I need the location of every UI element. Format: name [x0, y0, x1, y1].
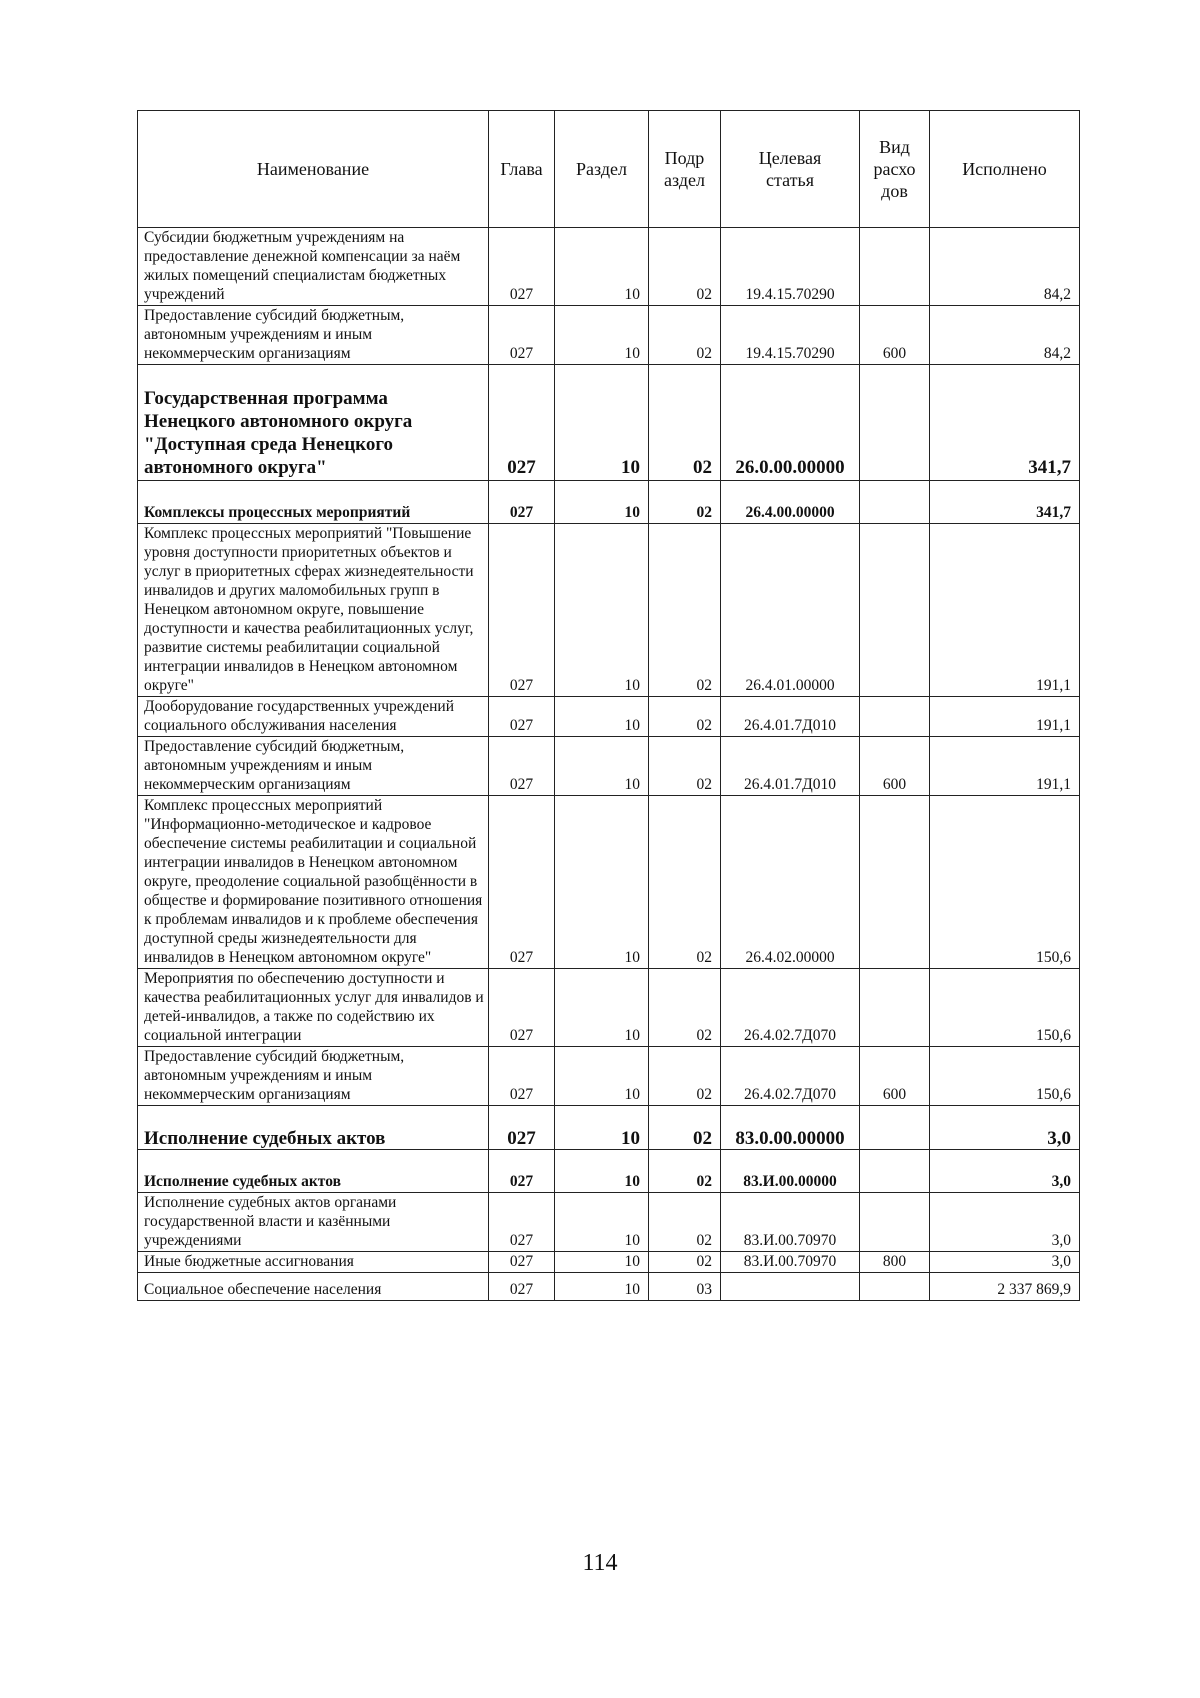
- row-section: 10: [555, 228, 649, 306]
- row-expense-type: [860, 228, 930, 306]
- row-name: Дооборудование государственных учреждений социального обслуживания населения: [138, 697, 489, 737]
- row-chapter: 027: [489, 306, 555, 365]
- row-subsection: 03: [649, 1273, 721, 1301]
- row-subsection: 02: [649, 1252, 721, 1273]
- row-subsection: 02: [649, 365, 721, 481]
- header-expense-type: Вид расхо дов: [860, 111, 930, 228]
- row-target: 83.И.00.70970: [721, 1252, 860, 1273]
- row-chapter: 027: [489, 1252, 555, 1273]
- row-subsection: 02: [649, 1150, 721, 1193]
- row-expense-type: [860, 697, 930, 737]
- row-name: Иные бюджетные ассигнования: [138, 1252, 489, 1273]
- row-executed: 84,2: [930, 306, 1080, 365]
- row-chapter: 027: [489, 1047, 555, 1106]
- row-target: [721, 1273, 860, 1301]
- row-target: 26.4.01.7Д010: [721, 737, 860, 796]
- row-subsection: 02: [649, 1193, 721, 1252]
- row-subsection: 02: [649, 228, 721, 306]
- row-target: 83.И.00.70970: [721, 1193, 860, 1252]
- table-row-program: [138, 365, 1080, 481]
- row-chapter: 027: [489, 1106, 555, 1150]
- row-section: 10: [555, 969, 649, 1047]
- page-number: 114: [582, 1550, 618, 1576]
- row-expense-type: [860, 1150, 930, 1193]
- header-name: Наименование: [138, 111, 489, 228]
- row-target: 26.4.02.00000: [721, 796, 860, 969]
- header-chapter: Глава: [489, 111, 555, 228]
- row-section: 10: [555, 1252, 649, 1273]
- row-target: 26.4.02.7Д070: [721, 1047, 860, 1106]
- row-expense-type: [860, 1106, 930, 1150]
- row-name: Предоставление субсидий бюджетным, автономным учреждениям и иным некоммерческим организациям: [138, 306, 489, 365]
- row-expense-type: [860, 1273, 930, 1301]
- row-name: Социальное обеспечение населения: [138, 1273, 489, 1301]
- row-name: Исполнение судебных актов: [138, 1150, 489, 1193]
- row-expense-type: 600: [860, 306, 930, 365]
- table-row: [138, 737, 1080, 796]
- row-expense-type: 800: [860, 1252, 930, 1273]
- table-row: [138, 969, 1080, 1047]
- row-executed: 3,0: [930, 1252, 1080, 1273]
- table-row: [138, 1252, 1080, 1273]
- row-section: 10: [555, 1273, 649, 1301]
- row-name: Исполнение судебных актов: [138, 1106, 489, 1150]
- header-section: Раздел: [555, 111, 649, 228]
- row-target: 26.4.01.00000: [721, 524, 860, 697]
- row-target: 26.4.01.7Д010: [721, 697, 860, 737]
- table-row: [138, 228, 1080, 306]
- table-row-subtotal: [138, 481, 1080, 524]
- row-name: Предоставление субсидий бюджетным, автономным учреждениям и иным некоммерческим организациям: [138, 737, 489, 796]
- row-executed: 191,1: [930, 697, 1080, 737]
- table-row-program: [138, 1106, 1080, 1150]
- row-subsection: 02: [649, 481, 721, 524]
- row-chapter: 027: [489, 697, 555, 737]
- row-subsection: 02: [649, 969, 721, 1047]
- row-expense-type: [860, 1193, 930, 1252]
- row-executed: 3,0: [930, 1150, 1080, 1193]
- row-expense-type: [860, 969, 930, 1047]
- table-row: [138, 697, 1080, 737]
- row-target: 83.И.00.00000: [721, 1150, 860, 1193]
- row-name: Комплекс процессных мероприятий "Повышение уровня доступности приоритетных объектов и услуг в приоритетных сферах жизнедеятельности инвалидов и других маломобильных групп в Ненецком автономном округе, повышение доступности и качества реабилитационных услуг, развитие системы реабилитации социальной интеграции инвалидов в Ненецком автономном округе": [138, 524, 489, 697]
- budget-execution-table: [137, 110, 1080, 1301]
- row-target: 19.4.15.70290: [721, 306, 860, 365]
- row-expense-type: 600: [860, 737, 930, 796]
- table-row: [138, 524, 1080, 697]
- row-section: 10: [555, 796, 649, 969]
- header-executed: Исполнено: [930, 111, 1080, 228]
- row-name: Комплексы процессных мероприятий: [138, 481, 489, 524]
- row-chapter: 027: [489, 1150, 555, 1193]
- table-row: [138, 1047, 1080, 1106]
- row-subsection: 02: [649, 697, 721, 737]
- row-section: 10: [555, 306, 649, 365]
- row-target: 83.0.00.00000: [721, 1106, 860, 1150]
- header-target-article: Целевая статья: [721, 111, 860, 228]
- row-section: 10: [555, 697, 649, 737]
- row-name: Исполнение судебных актов органами государственной власти и казёнными учреждениями: [138, 1193, 489, 1252]
- row-section: 10: [555, 524, 649, 697]
- row-section: 10: [555, 1193, 649, 1252]
- row-chapter: 027: [489, 365, 555, 481]
- row-subsection: 02: [649, 1106, 721, 1150]
- row-executed: 150,6: [930, 969, 1080, 1047]
- row-section: 10: [555, 737, 649, 796]
- row-expense-type: [860, 481, 930, 524]
- row-target: 19.4.15.70290: [721, 228, 860, 306]
- row-executed: 341,7: [930, 365, 1080, 481]
- row-chapter: 027: [489, 481, 555, 524]
- row-executed: 150,6: [930, 796, 1080, 969]
- row-chapter: 027: [489, 969, 555, 1047]
- row-chapter: 027: [489, 737, 555, 796]
- row-name: Предоставление субсидий бюджетным, автономным учреждениям и иным некоммерческим организациям: [138, 1047, 489, 1106]
- row-chapter: 027: [489, 1273, 555, 1301]
- row-target: 26.4.02.7Д070: [721, 969, 860, 1047]
- row-name: Государственная программа Ненецкого автономного округа "Доступная среда Ненецкого автономного округа": [138, 365, 489, 481]
- table-row: [138, 306, 1080, 365]
- row-executed: 191,1: [930, 524, 1080, 697]
- row-executed: 191,1: [930, 737, 1080, 796]
- row-name: Субсидии бюджетным учреждениям на предоставление денежной компенсации за наём жилых помещений специалистам бюджетных учреждений: [138, 228, 489, 306]
- row-subsection: 02: [649, 306, 721, 365]
- row-target: 26.0.00.00000: [721, 365, 860, 481]
- row-subsection: 02: [649, 737, 721, 796]
- row-executed: 84,2: [930, 228, 1080, 306]
- row-section: 10: [555, 481, 649, 524]
- row-subsection: 02: [649, 524, 721, 697]
- row-expense-type: [860, 524, 930, 697]
- row-expense-type: 600: [860, 1047, 930, 1106]
- row-expense-type: [860, 796, 930, 969]
- row-section: 10: [555, 365, 649, 481]
- row-subsection: 02: [649, 796, 721, 969]
- row-subsection: 02: [649, 1047, 721, 1106]
- row-chapter: 027: [489, 228, 555, 306]
- row-section: 10: [555, 1150, 649, 1193]
- row-chapter: 027: [489, 524, 555, 697]
- row-executed: 2 337 869,9: [930, 1273, 1080, 1301]
- row-executed: 150,6: [930, 1047, 1080, 1106]
- row-section: 10: [555, 1047, 649, 1106]
- table-row: [138, 796, 1080, 969]
- row-target: 26.4.00.00000: [721, 481, 860, 524]
- header-row: [138, 111, 1080, 228]
- header-subsection: Подр аздел: [649, 111, 721, 228]
- table-row: [138, 1193, 1080, 1252]
- table-row: [138, 1273, 1080, 1301]
- row-name: Комплекс процессных мероприятий "Информационно-методическое и кадровое обеспечение системы реабилитации и социальной интеграции инвалидов в Ненецком автономном округе, преодоление социальной разобщённости в обществе и формирование позитивного отношения к проблемам инвалидов и к проблеме обеспечения доступной среды жизнедеятельности для инвалидов в Ненецком автономном округе": [138, 796, 489, 969]
- table-row-subtotal: [138, 1150, 1080, 1193]
- row-name: Мероприятия по обеспечению доступности и качества реабилитационных услуг для инвалидов и детей-инвалидов, а также по содействию их социальной интеграции: [138, 969, 489, 1047]
- row-executed: 3,0: [930, 1193, 1080, 1252]
- row-expense-type: [860, 365, 930, 481]
- row-executed: 341,7: [930, 481, 1080, 524]
- row-chapter: 027: [489, 796, 555, 969]
- row-executed: 3,0: [930, 1106, 1080, 1150]
- row-chapter: 027: [489, 1193, 555, 1252]
- row-section: 10: [555, 1106, 649, 1150]
